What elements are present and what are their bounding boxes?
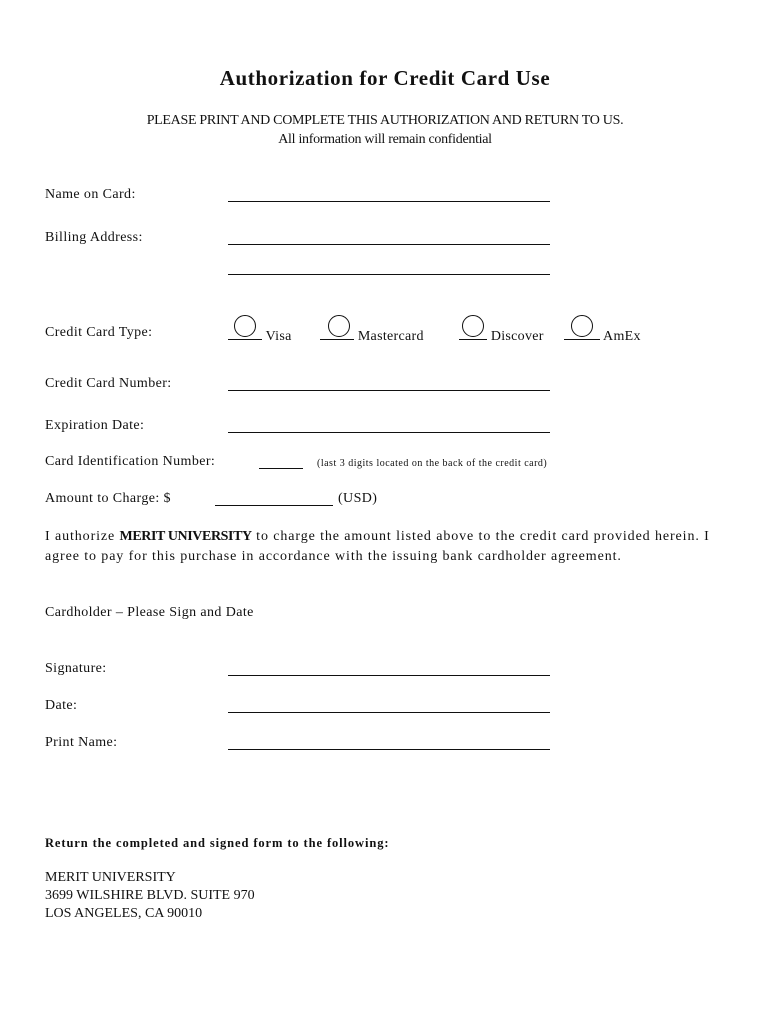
date-field[interactable] — [228, 712, 550, 713]
visa-label: Visa — [265, 329, 292, 344]
amex-label: AmEx — [603, 329, 641, 344]
name-on-card-field[interactable] — [228, 201, 550, 202]
discover-option[interactable] — [459, 325, 544, 345]
currency-label: (USD) — [338, 491, 378, 506]
authorization-prefix: I authorize — [45, 529, 120, 544]
form-title: Authorization for Credit Card Use — [219, 66, 551, 90]
card-id-label: Card Identification Number: — [45, 454, 216, 469]
mastercard-label: Mastercard — [357, 329, 424, 344]
print-name-label: Print Name: — [45, 735, 118, 750]
authorization-paragraph — [45, 527, 735, 566]
mastercard-blank — [320, 325, 354, 340]
print-name-field[interactable] — [228, 749, 550, 750]
credit-card-number-field[interactable] — [228, 390, 550, 391]
billing-address-field-2[interactable] — [228, 274, 550, 275]
billing-address-field-1[interactable] — [228, 244, 550, 245]
card-id-field[interactable] — [259, 468, 303, 469]
signature-field[interactable] — [228, 675, 550, 676]
expiration-date-field[interactable] — [228, 432, 550, 433]
date-label: Date: — [45, 698, 78, 713]
expiration-date-label: Expiration Date: — [45, 418, 145, 433]
credit-card-type-label: Credit Card Type: — [45, 325, 153, 340]
form-instruction: PLEASE PRINT AND COMPLETE THIS AUTHORIZATION AND RETURN TO US. — [146, 113, 624, 128]
amex-blank — [564, 325, 600, 340]
visa-blank — [228, 325, 262, 340]
discover-blank — [459, 325, 487, 340]
confidential-note: All information will remain confidential — [278, 132, 492, 147]
return-address-line-2: 3699 WILSHIRE BLVD. SUITE 970 — [45, 888, 255, 903]
return-address-line-1: MERIT UNIVERSITY — [45, 870, 176, 885]
card-id-note: (last 3 digits located on the back of the credit card) — [317, 458, 548, 469]
mastercard-option[interactable] — [320, 325, 424, 345]
name-on-card-label: Name on Card: — [45, 187, 136, 202]
return-address-line-3: LOS ANGELES, CA 90010 — [45, 906, 203, 921]
credit-card-number-label: Credit Card Number: — [45, 376, 172, 391]
billing-address-label: Billing Address: — [45, 230, 143, 245]
institution-name: MERIT UNIVERSITY — [119, 529, 252, 544]
discover-label: Discover — [490, 329, 544, 344]
signature-label: Signature: — [45, 661, 107, 676]
amount-field[interactable] — [215, 505, 333, 506]
visa-option[interactable] — [228, 325, 292, 345]
sign-date-heading: Cardholder – Please Sign and Date — [45, 605, 254, 620]
authorization-text: to charge the amount listed above to the credit card provided herein. I agree to pay for this purchase in accordance with the issuing bank cardholder agreement. — [45, 529, 710, 564]
amex-option[interactable] — [564, 325, 641, 345]
return-heading: Return the completed and signed form to the following: — [45, 836, 390, 850]
amount-label: Amount to Charge: $ — [45, 491, 171, 506]
